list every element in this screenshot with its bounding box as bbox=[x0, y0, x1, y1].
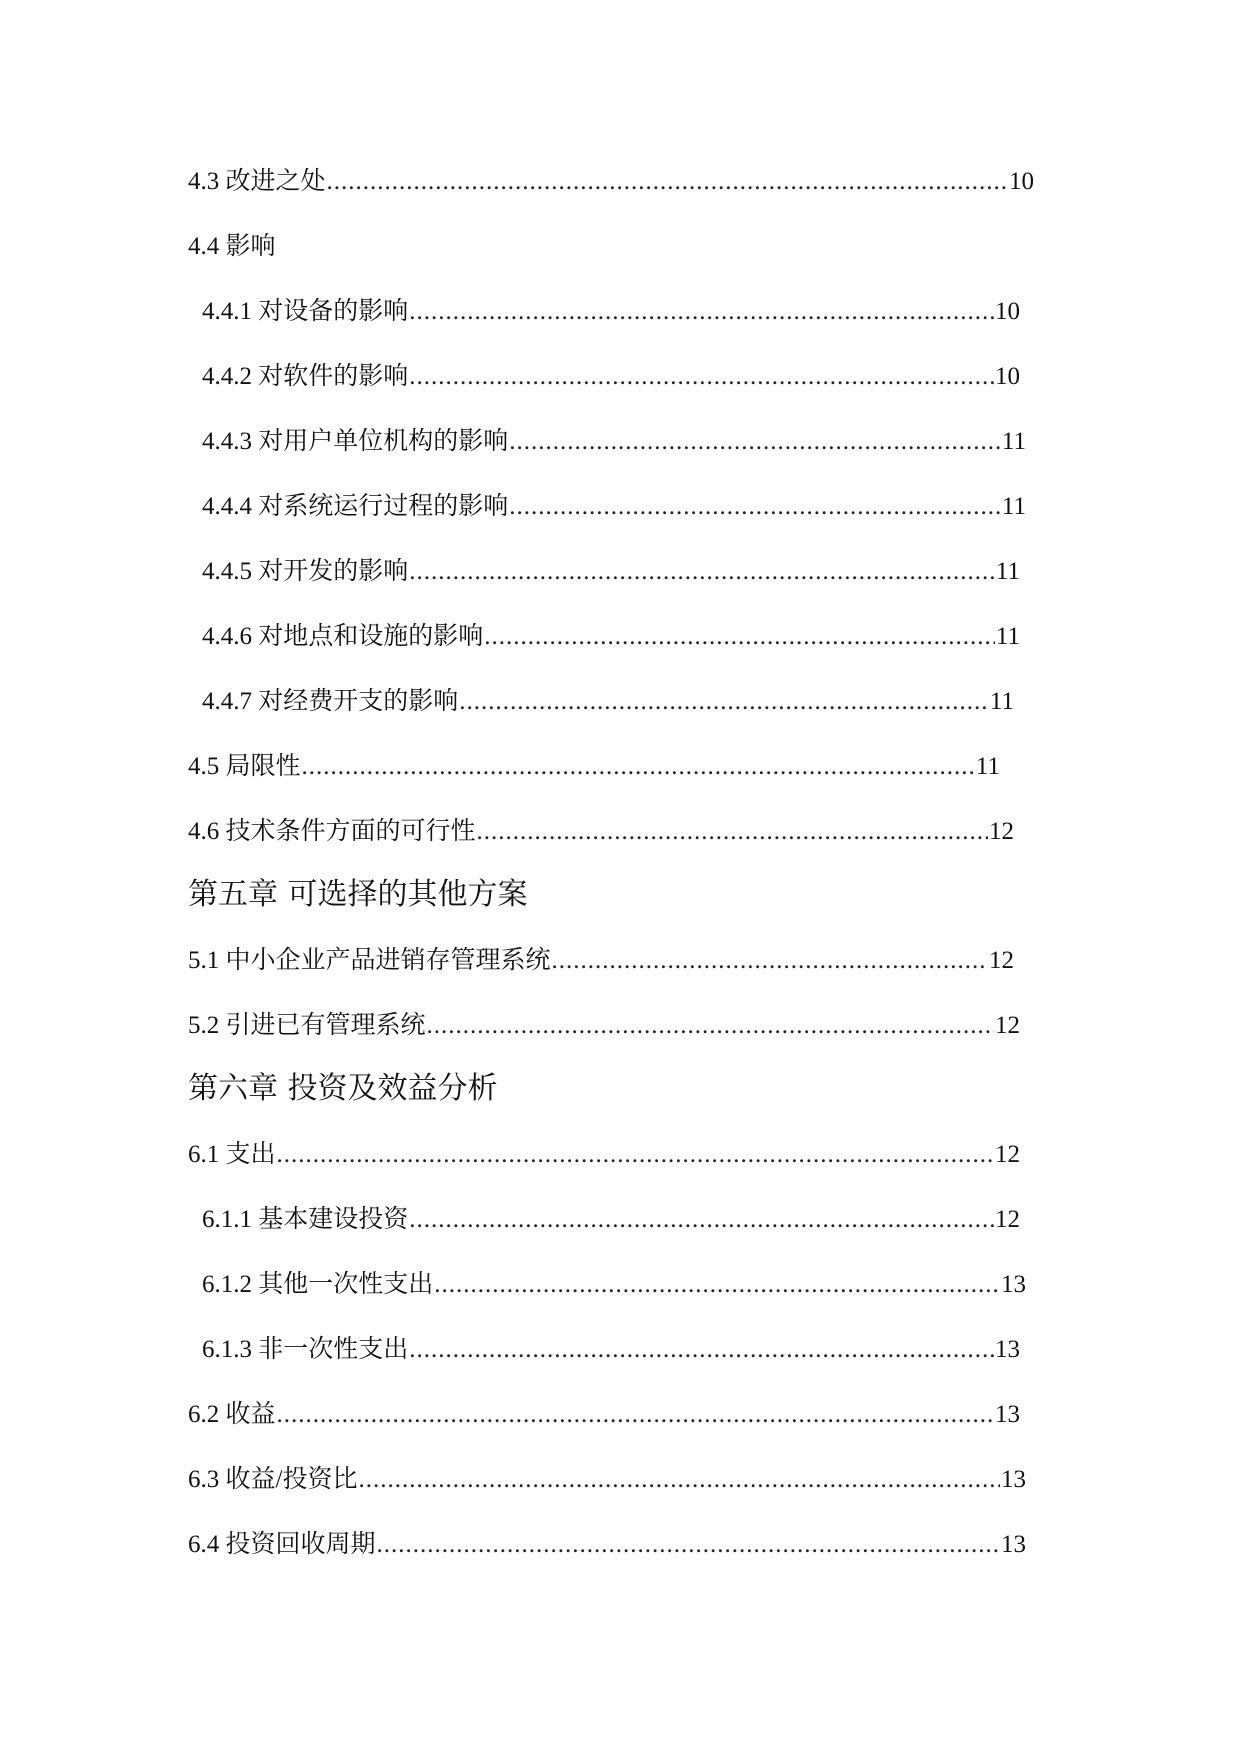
toc-entry-label: 6.3 收益/投资比 bbox=[188, 1466, 358, 1493]
toc-entry-label: 4.4.4 对系统运行过程的影响 bbox=[202, 493, 509, 520]
toc-entry-label: 4.4.5 对开发的影响 bbox=[202, 558, 409, 585]
toc-entry-label: 4.5 局限性 bbox=[188, 753, 301, 780]
toc-leader bbox=[509, 491, 1001, 523]
toc-page-number: 11 bbox=[1001, 428, 1026, 455]
toc-entry-label: 5.2 引进已有管理系统 bbox=[188, 1012, 426, 1039]
toc-leader bbox=[509, 426, 1001, 458]
toc-leader bbox=[409, 556, 995, 588]
toc-leader bbox=[409, 1204, 994, 1236]
toc-page-number: 11 bbox=[995, 623, 1020, 650]
toc-page-number: 13 bbox=[995, 1401, 1020, 1428]
toc-entry-label: 6.1 支出 bbox=[188, 1141, 276, 1168]
toc-entry-label: 4.6 技术条件方面的可行性 bbox=[188, 818, 476, 845]
toc-leader bbox=[484, 621, 995, 653]
toc-page-number: 12 bbox=[995, 1206, 1020, 1233]
toc-leader bbox=[409, 361, 994, 393]
toc-entry-label: 6.1.3 非一次性支出 bbox=[202, 1336, 409, 1363]
toc-entry-label: 5.1 中小企业产品进销存管理系统 bbox=[188, 947, 551, 974]
toc-page-number: 12 bbox=[989, 818, 1014, 845]
toc-page-number: 10 bbox=[995, 363, 1020, 390]
toc-leader bbox=[377, 1529, 1000, 1561]
toc-page-number: 13 bbox=[1001, 1531, 1026, 1558]
toc-entry-label: 4.4.7 对经费开支的影响 bbox=[202, 688, 459, 715]
chapter-5-heading[interactable]: 第五章 可选择的其他方案 bbox=[188, 877, 528, 912]
toc-entry-4-4-5[interactable] bbox=[202, 556, 1020, 588]
toc-entry-4-4-4[interactable] bbox=[202, 491, 1026, 523]
toc-entry-label: 4.4.1 对设备的影响 bbox=[202, 298, 409, 325]
toc-entry-label: 4.4.3 对用户单位机构的影响 bbox=[202, 428, 509, 455]
toc-entry-5-2[interactable] bbox=[188, 1010, 1020, 1042]
toc-entry-4-4-3[interactable] bbox=[202, 426, 1026, 458]
toc-entry-4-4-6[interactable] bbox=[202, 621, 1020, 653]
toc-page-number: 12 bbox=[989, 947, 1014, 974]
toc-leader bbox=[459, 686, 989, 718]
toc-page-number: 11 bbox=[1001, 493, 1026, 520]
toc-entry-4-5[interactable] bbox=[188, 751, 1000, 783]
toc-entry-4-4-1[interactable] bbox=[202, 296, 1020, 328]
toc-entry-label: 4.3 改进之处 bbox=[188, 168, 326, 195]
toc-page-number: 11 bbox=[995, 558, 1020, 585]
toc-entry-label: 6.1.2 其他一次性支出 bbox=[202, 1271, 434, 1298]
toc-leader bbox=[358, 1464, 1000, 1496]
toc-leader bbox=[277, 1399, 994, 1431]
toc-entry-4-6[interactable] bbox=[188, 816, 1014, 848]
toc-leader bbox=[409, 1334, 994, 1366]
toc-leader bbox=[302, 751, 975, 783]
toc-page-number: 10 bbox=[1009, 168, 1034, 195]
toc-page-number: 13 bbox=[1001, 1271, 1026, 1298]
toc-page-number: 11 bbox=[975, 753, 1000, 780]
toc-entry-4-4-2[interactable] bbox=[202, 361, 1020, 393]
toc-page-number: 11 bbox=[989, 688, 1014, 715]
toc-page-number: 12 bbox=[995, 1012, 1020, 1039]
toc-entry-6-3[interactable] bbox=[188, 1464, 1026, 1496]
toc-leader bbox=[552, 945, 988, 977]
toc-entry-label: 6.4 投资回收周期 bbox=[188, 1531, 376, 1558]
toc-entry-6-1-2[interactable] bbox=[202, 1269, 1026, 1301]
toc-entry-5-1[interactable] bbox=[188, 945, 1014, 977]
toc-page-number: 12 bbox=[995, 1141, 1020, 1168]
toc-page-number: 13 bbox=[1001, 1466, 1026, 1493]
chapter-6-heading[interactable]: 第六章 投资及效益分析 bbox=[188, 1071, 498, 1106]
toc-entry-6-1-1[interactable] bbox=[202, 1204, 1020, 1236]
toc-entry-4-4[interactable] bbox=[188, 231, 276, 263]
toc-entry-6-4[interactable] bbox=[188, 1529, 1026, 1561]
toc-page-number: 13 bbox=[995, 1336, 1020, 1363]
toc-leader bbox=[327, 166, 1008, 198]
toc-entry-4-3[interactable] bbox=[188, 166, 1034, 198]
toc-entry-label: 4.4 影响 bbox=[188, 233, 276, 260]
toc-leader bbox=[277, 1139, 994, 1171]
toc-leader bbox=[477, 816, 988, 848]
toc-leader bbox=[409, 296, 994, 328]
toc-entry-label: 6.2 收益 bbox=[188, 1401, 276, 1428]
toc-entry-6-1-3[interactable] bbox=[202, 1334, 1020, 1366]
toc-entry-label: 4.4.6 对地点和设施的影响 bbox=[202, 623, 484, 650]
toc-entry-6-2[interactable] bbox=[188, 1399, 1020, 1431]
toc-entry-4-4-7[interactable] bbox=[202, 686, 1014, 718]
toc-entry-label: 6.1.1 基本建设投资 bbox=[202, 1206, 409, 1233]
toc-leader bbox=[434, 1269, 1000, 1301]
toc-entry-6-1[interactable] bbox=[188, 1139, 1020, 1171]
toc-entry-label: 4.4.2 对软件的影响 bbox=[202, 363, 409, 390]
toc-page-number: 10 bbox=[995, 298, 1020, 325]
toc-leader bbox=[427, 1010, 994, 1042]
